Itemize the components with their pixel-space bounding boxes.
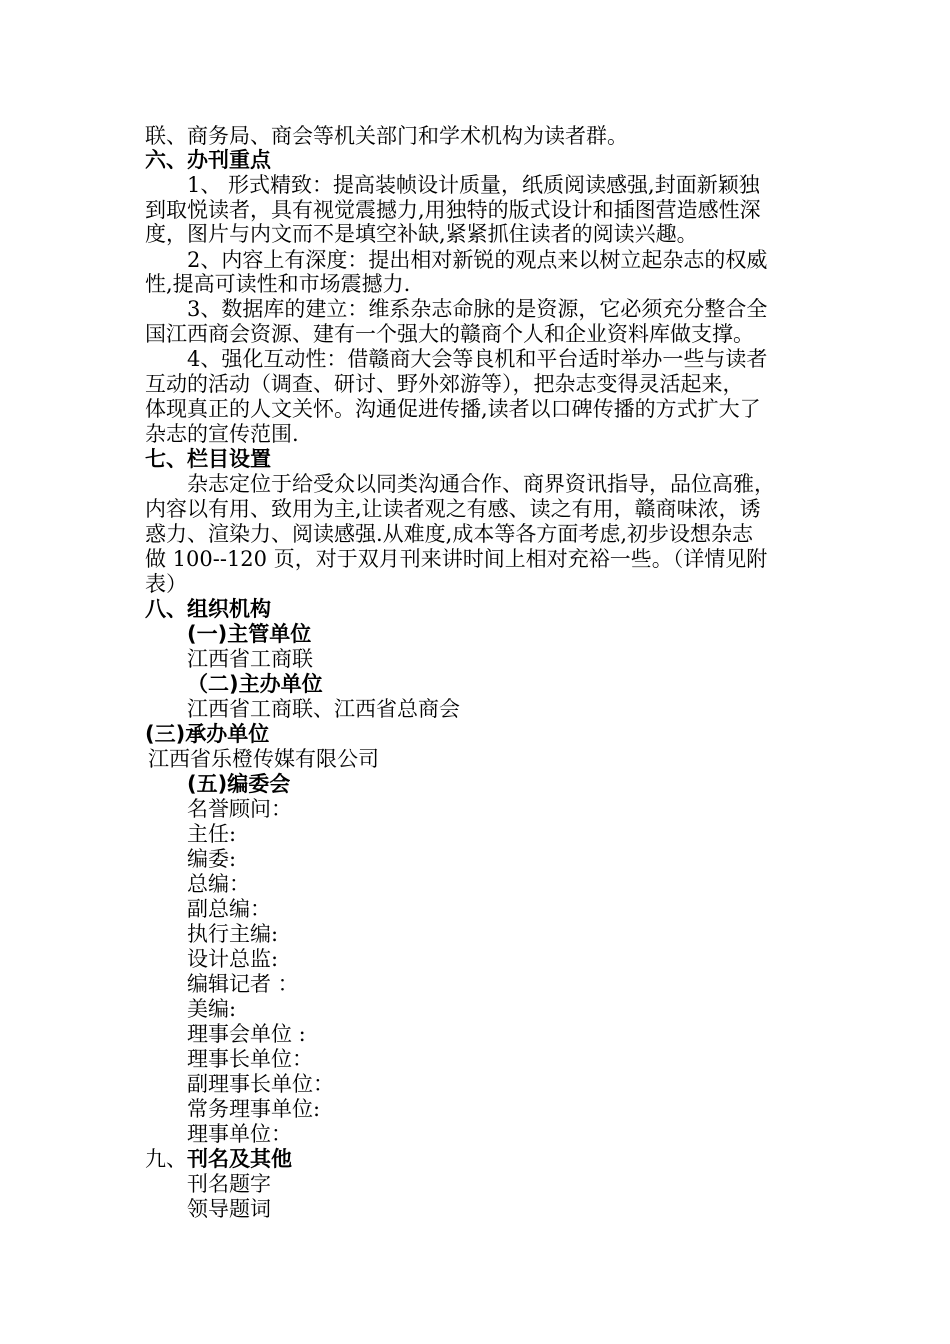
paragraph-line: 惑力、渲染力、阅读感强.从难度,成本等各方面考虑,初步设想杂志 xyxy=(145,522,754,546)
paragraph-line: 性,提高可读性和市场震撼力. xyxy=(145,272,411,296)
value-supervisor: 江西省工商联 xyxy=(187,647,313,671)
value-sponsor: 江西省工商联、江西省总商会 xyxy=(187,697,460,721)
role-item: 理事长单位： xyxy=(187,1047,313,1071)
role-item: 编委: xyxy=(187,847,237,871)
paragraph-line: 体现真正的人文关怀。沟通促进传播,读者以口碑传播的方式扩大了 xyxy=(145,397,761,421)
paragraph-line: 互动的活动（调查、研讨、野外郊游等），把杂志变得灵活起来， xyxy=(145,372,744,396)
paragraph-line: 2、内容上有深度：提出相对新锐的观点来以树立起杂志的权威 xyxy=(187,248,768,272)
role-item: 常务理事单位: xyxy=(187,1097,321,1121)
subheading-supervisor: (一)主管单位 xyxy=(187,622,312,646)
section-heading-7: 七、栏目设置 xyxy=(145,447,271,471)
list-item: 领导题词 xyxy=(187,1197,271,1221)
paragraph-line: 联、商务局、商会等机关部门和学术机构为读者群。 xyxy=(145,124,628,148)
section-heading-6: 六、办刊重点 xyxy=(145,148,271,172)
list-item: 刊名题字 xyxy=(187,1172,271,1196)
paragraph-line: 1、 形式精致：提高装帧设计质量，纸质阅读感强,封面新颖独 xyxy=(187,173,760,197)
role-item: 理事单位： xyxy=(187,1122,292,1146)
section-heading-8: 八、组织机构 xyxy=(145,597,271,621)
role-item: 名誉顾问： xyxy=(187,797,292,821)
role-item: 副理事长单位： xyxy=(187,1072,334,1096)
paragraph-line: 到取悦读者，具有视觉震撼力,用独特的版式设计和插图营造感性深 xyxy=(145,198,761,222)
paragraph-line: 内容以有用、致用为主,让读者观之有感、读之有用，赣商味浓，诱 xyxy=(145,497,761,521)
subheading-sponsor: （二)主办单位 xyxy=(187,672,323,696)
subheading-editorial-board: (五)编委会 xyxy=(187,772,291,796)
role-item: 美编: xyxy=(187,997,237,1021)
role-item: 副总编： xyxy=(187,897,271,921)
section-number-9: 九、 xyxy=(145,1147,187,1171)
paragraph-line: 做 100--120 页，对于双月刊来讲时间上相对充裕一些。（详情见附 xyxy=(145,547,768,571)
section-title-9: 刊名及其他 xyxy=(187,1147,292,1171)
paragraph-line: 3、数据库的建立：维系杂志命脉的是资源，它必须充分整合全 xyxy=(187,297,768,321)
role-item: 理事会单位 : xyxy=(187,1022,306,1046)
paragraph-line: 杂志定位于给受众以同类沟通合作、商界资讯指导，品位高雅， xyxy=(187,472,775,496)
value-organizer: 江西省乐橙传媒有限公司 xyxy=(148,747,379,771)
role-item: 编辑记者 ： xyxy=(187,972,299,996)
role-item: 执行主编: xyxy=(187,922,279,946)
role-item: 设计总监: xyxy=(187,947,279,971)
paragraph-line: 表） xyxy=(145,572,187,596)
paragraph-line: 4、强化互动性：借赣商大会等良机和平台适时举办一些与读者 xyxy=(187,347,768,371)
paragraph-line: 杂志的宣传范围. xyxy=(145,422,299,446)
role-item: 总编： xyxy=(187,872,250,896)
paragraph-line: 国江西商会资源、建有一个强大的赣商个人和企业资料库做支撑。 xyxy=(145,322,754,346)
role-item: 主任: xyxy=(187,822,237,846)
paragraph-line: 度，图片与内文而不是填空补缺,紧紧抓住读者的阅读兴趣。 xyxy=(145,222,698,246)
section-heading-9 xyxy=(145,1147,292,1172)
subheading-organizer: (三)承办单位 xyxy=(145,722,270,746)
